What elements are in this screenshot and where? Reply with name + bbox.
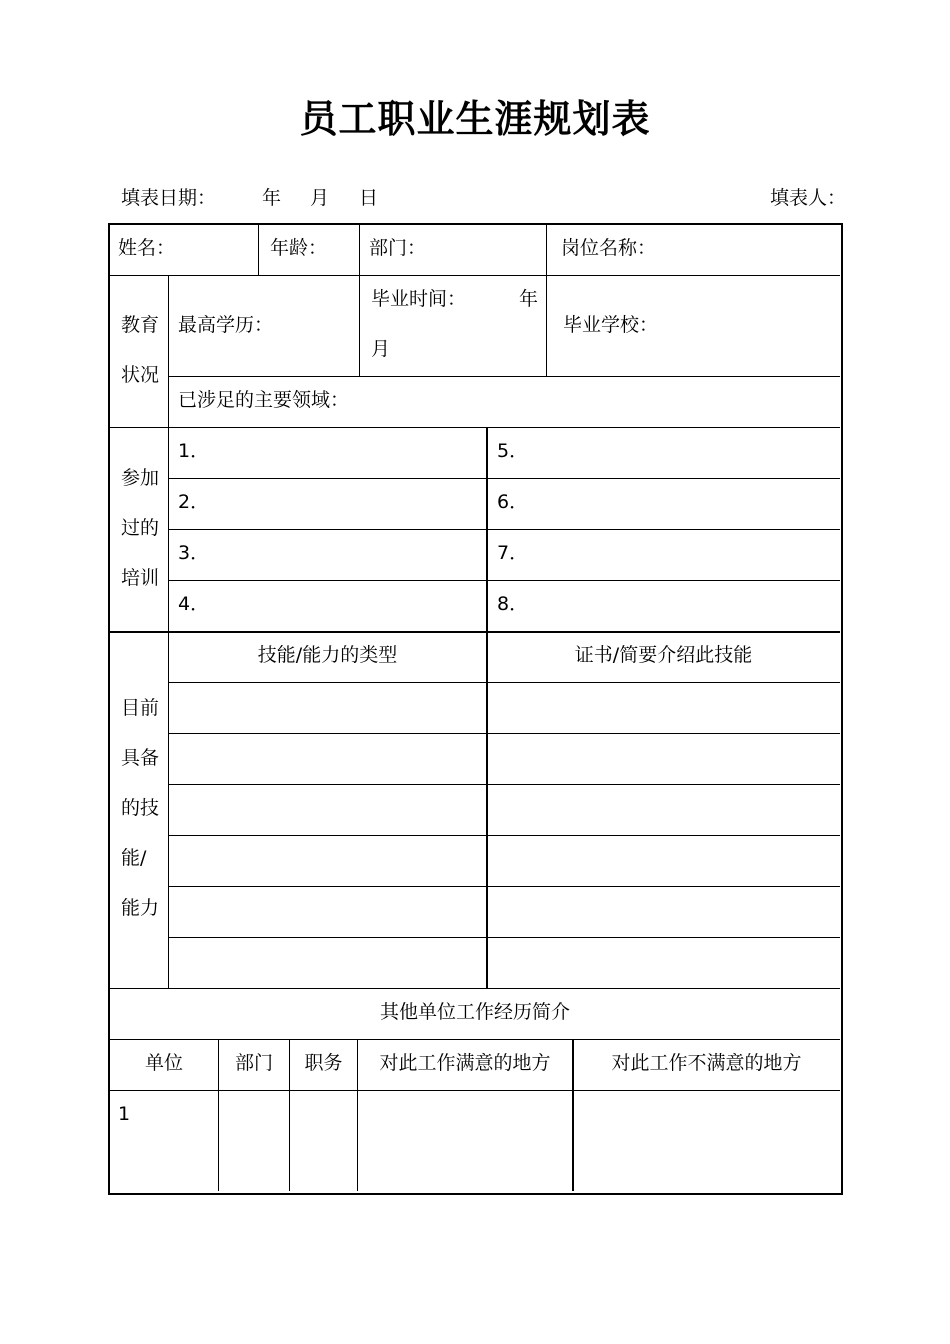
col-divider: [258, 225, 259, 275]
row-divider: [168, 580, 840, 581]
training-label-line2: 过的: [121, 517, 160, 539]
graduation-time-label: 毕业时间：: [371, 288, 467, 310]
training-item: 2．: [178, 491, 210, 513]
training-item: 3．: [178, 542, 210, 564]
graduation-year-label: 年: [519, 288, 539, 310]
experience-col-department: 部门: [234, 1052, 273, 1074]
fill-date-month: 月: [310, 187, 330, 209]
skills-label-line2: 具备: [121, 747, 160, 769]
main-fields-label: 已涉足的主要领域：: [178, 389, 350, 411]
row-divider: [168, 886, 840, 887]
training-item: 5．: [497, 440, 529, 462]
experience-col-satisfied: 对此工作满意的地方: [379, 1052, 551, 1074]
fill-date-label: 填表日期：: [121, 187, 217, 209]
experience-col-unit: 单位: [144, 1052, 183, 1074]
row-divider: [168, 733, 840, 734]
row-divider: [110, 275, 840, 276]
fill-date-day: 日: [359, 187, 379, 209]
experience-section-title: 其他单位工作经历简介: [379, 1001, 570, 1023]
row-divider: [110, 427, 840, 428]
age-label: 年龄：: [270, 237, 328, 259]
row-divider: [168, 784, 840, 785]
skills-label-line4: 能/: [121, 847, 147, 869]
skills-label-line1: 目前: [121, 697, 160, 719]
highest-degree-label: 最高学历：: [178, 314, 274, 336]
name-label: 姓名：: [118, 237, 176, 259]
row-divider: [110, 1039, 840, 1040]
training-label-line3: 培训: [121, 567, 160, 589]
graduation-school-label: 毕业学校：: [563, 314, 659, 336]
row-divider: [168, 478, 840, 479]
training-item: 4．: [178, 593, 210, 615]
row-divider: [110, 631, 840, 633]
col-divider: [546, 225, 547, 376]
row-divider: [110, 988, 840, 989]
row-divider: [168, 529, 840, 530]
fill-date-year: 年: [262, 187, 282, 209]
experience-row-index: 1: [118, 1103, 131, 1125]
training-item: 6．: [497, 491, 529, 513]
page-title: 员工职业生涯规划表: [299, 97, 651, 141]
experience-col-dissatisfied: 对此工作不满意的地方: [611, 1052, 802, 1074]
col-divider: [168, 275, 169, 988]
experience-col-title: 职务: [304, 1052, 343, 1074]
row-divider: [168, 835, 840, 836]
skills-label-line5: 能力: [121, 897, 160, 919]
graduation-month-label: 月: [371, 338, 391, 360]
row-divider: [168, 682, 840, 683]
filler-label: 填表人：: [770, 187, 847, 209]
position-name-label: 岗位名称：: [561, 237, 657, 259]
skills-label-line3: 的技: [121, 797, 160, 819]
education-label-line1: 教育: [121, 314, 160, 336]
certificate-header: 证书/简要介绍此技能: [574, 644, 753, 666]
training-item: 7．: [497, 542, 529, 564]
training-item: 1．: [178, 440, 210, 462]
row-divider: [110, 1090, 840, 1091]
education-label-line2: 状况: [121, 364, 160, 386]
department-label: 部门：: [369, 237, 427, 259]
row-divider: [168, 937, 840, 938]
training-label-line1: 参加: [121, 467, 160, 489]
training-item: 8．: [497, 593, 529, 615]
row-divider: [168, 376, 840, 377]
col-divider: [359, 225, 360, 376]
col-divider: [486, 427, 488, 988]
skill-type-header: 技能/能力的类型: [257, 644, 398, 666]
